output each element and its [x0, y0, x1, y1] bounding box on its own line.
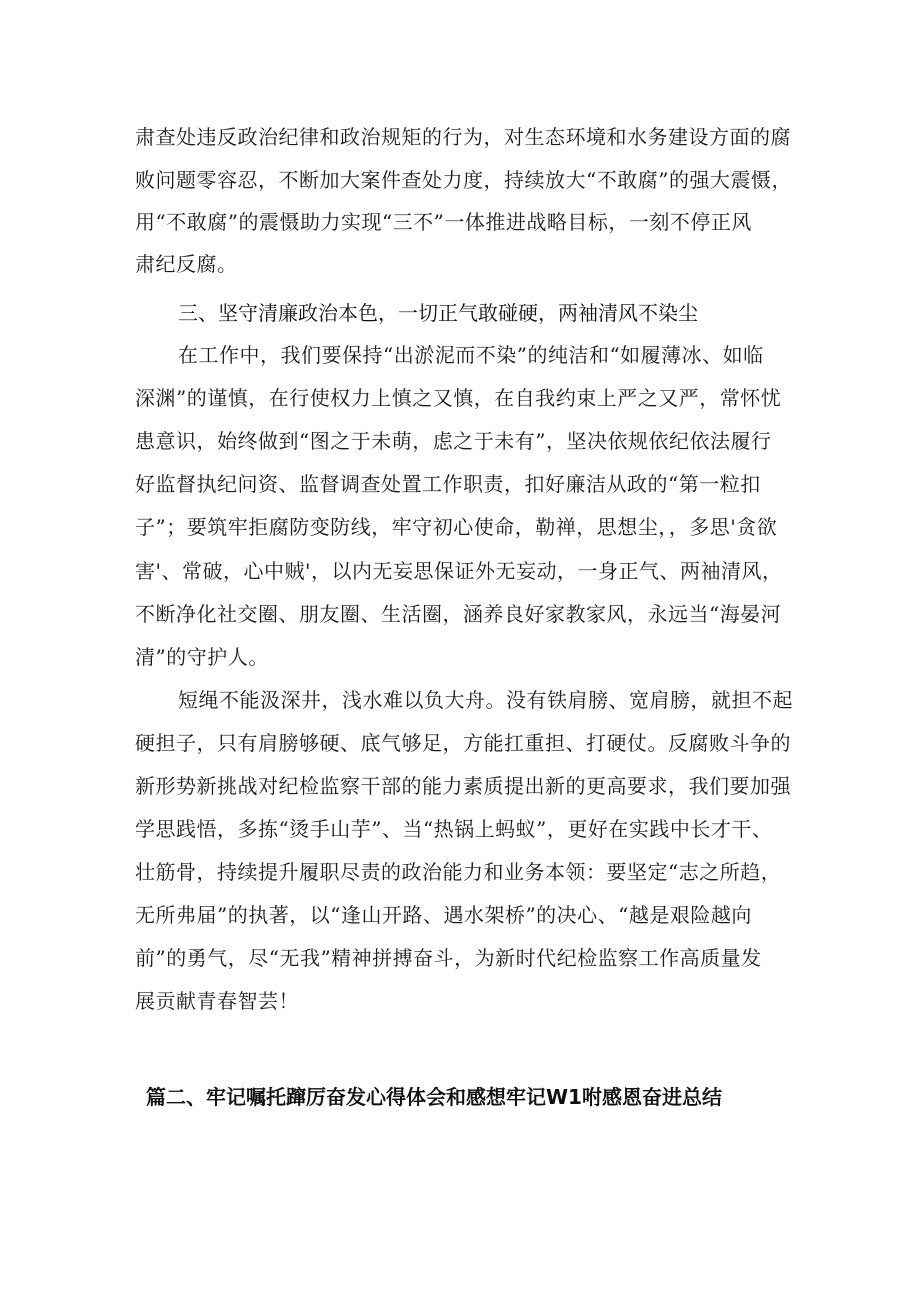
paragraph-1-line-3: 用“不敢腐”的震慑助力实现“三不”一体推进战略目标，一刻不停正风 [135, 210, 752, 234]
paragraph-3-line-4: 学思践悟，多拣“烫手山芋”、当“热锅上蚂蚁”，更好在实践中长才干、 [135, 817, 773, 841]
paragraph-1-line-2: 败问题零容忍，不断加大案件查处力度，持续放大“不敢腐”的强大震慑， [135, 168, 792, 192]
section-title: 篇二、牢记嘱托蹿厉奋发心得体会和感想牢记W1咐感恩奋进总结 [146, 1085, 722, 1109]
paragraph-3-line-3: 新形势新挑战对纪检监察干部的能力素质提出新的更高要求，我们要加强 [135, 774, 791, 798]
paragraph-2-line-3: 患意识，始终做到“图之于未萌，虑之于未有”，坚决依规依纪依法履行 [135, 429, 772, 453]
paragraph-2-line-1: 在工作中，我们要保持“出淤泥而不染”的纯洁和“如履薄冰、如临 [178, 343, 764, 367]
paragraph-2-line-7: 不断净化社交圈、朋友圈、生活圈，涵养良好家教家风，永远当“海晏河 [135, 602, 782, 626]
paragraph-3-line-5: 壮筋骨，持续提升履职尽责的政治能力和业务本领：要坚定“志之所趋， [135, 860, 782, 884]
paragraph-3-line-7: 前”的勇气，尽“无我”精神拼搏奋斗，为新时代纪检监察工作高质量发 [135, 946, 762, 970]
paragraph-3-line-6: 无所弗届”的执著，以“逢山开路、遇水架桥”的决心、“越是艰险越向 [135, 903, 752, 927]
paragraph-3-line-8: 展贡献青春智芸！ [135, 989, 299, 1013]
paragraph-3-line-1: 短绳不能汲深井，浅水难以负大舟。没有铁肩膀、宽肩膀，就担不起 [178, 688, 793, 712]
paragraph-1-line-1: 肃查处违反政治纪律和政治规矩的行为，对生态环境和水务建设方面的腐 [135, 125, 791, 149]
paragraph-1-line-4: 肃纪反腐。 [135, 252, 238, 276]
paragraph-2-line-2: 深渊”的谨慎，在行使权力上慎之又慎，在自我约束上严之又严，常怀忧 [135, 386, 782, 410]
paragraph-3-line-2: 硬担子，只有肩膀够硬、底气够足，方能扛重担、打硬仗。反腐败斗争的 [135, 731, 791, 755]
paragraph-2-line-5: 子”；要筑牢拒腐防变防线，牢守初心使命，勒禅，思想尘，，多思'贪欲 [135, 515, 778, 539]
heading-section-3: 三、坚守清廉政治本色，一切正气敢碰硬，两袖清风不染尘 [178, 301, 698, 325]
paragraph-2-line-4: 好监督执纪问资、监督调查处置工作职责，扣好廉洁从政的“第一粒扣 [135, 472, 761, 496]
paragraph-2-line-8: 清”的守护人。 [135, 645, 269, 669]
paragraph-2-line-6: 害'、常破，心中贼'，以内无妄思保证外无妄动，一身正气、两袖清风， [135, 559, 783, 583]
